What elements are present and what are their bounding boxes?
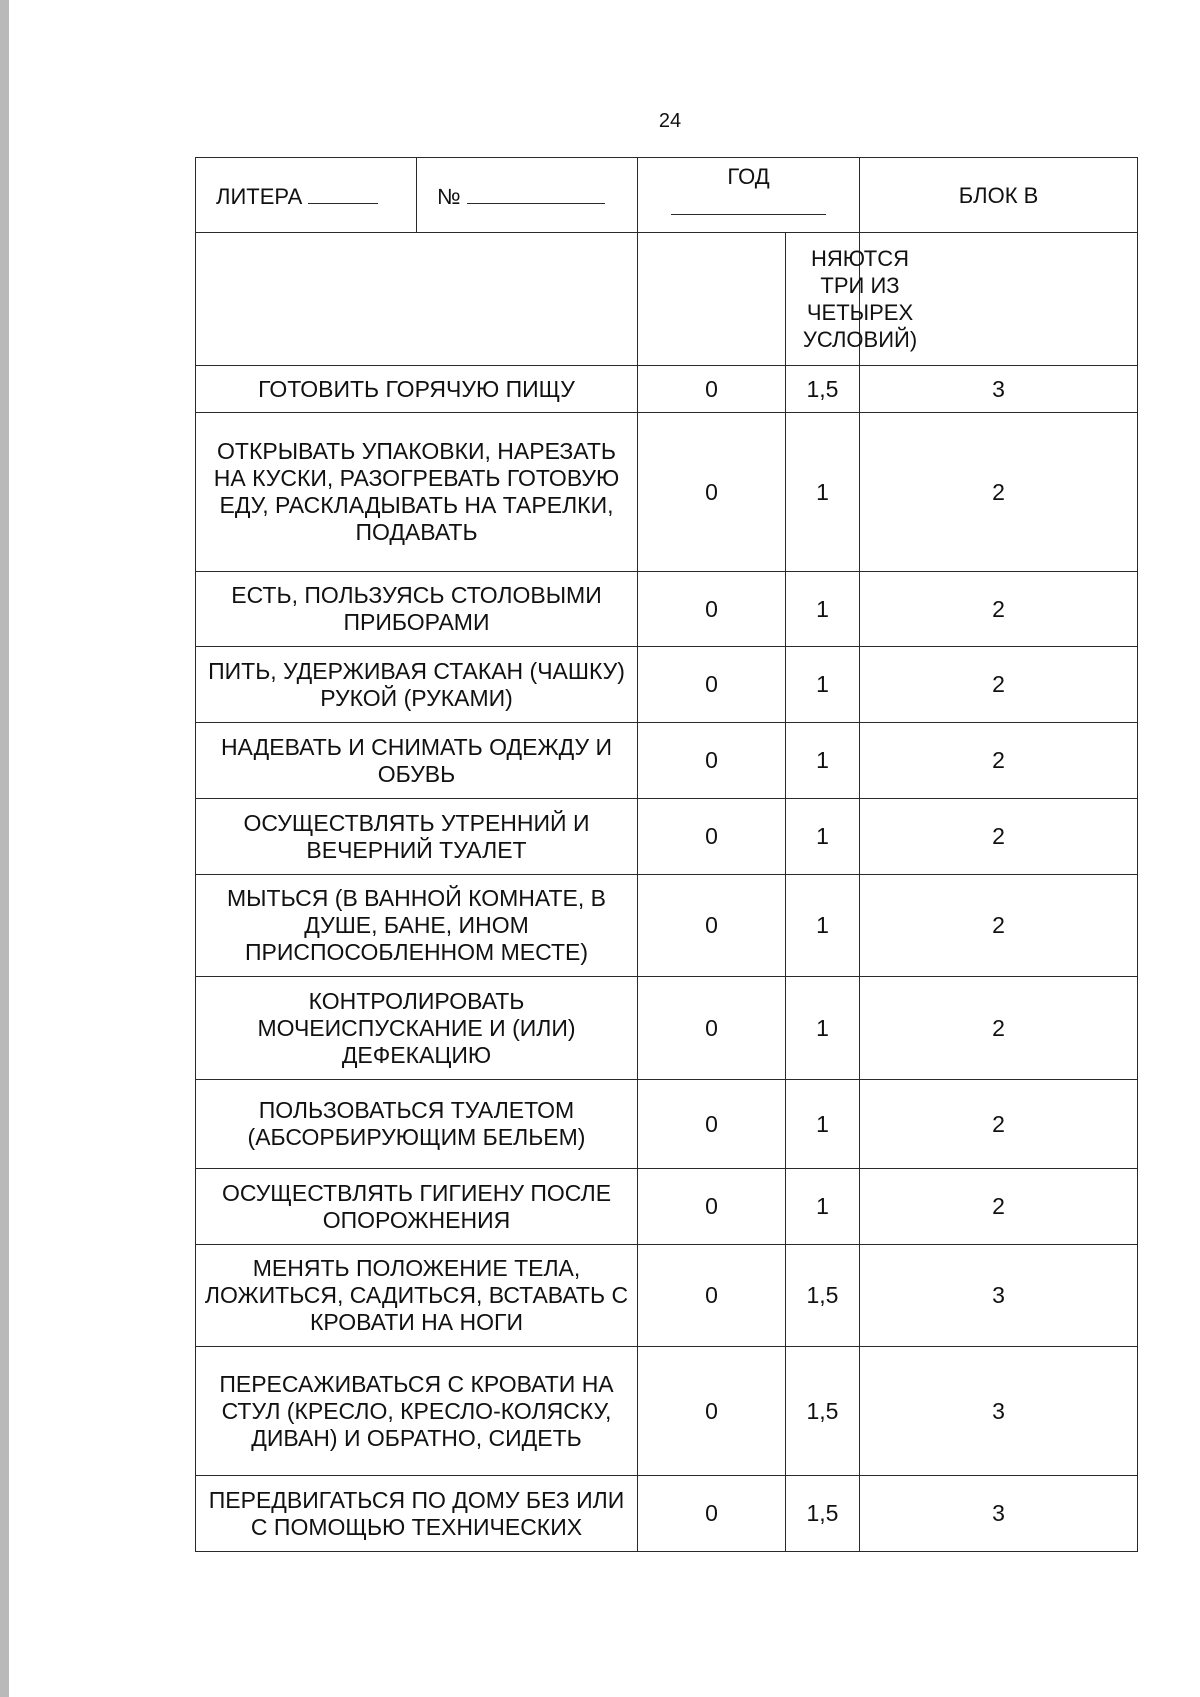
- block-cell: [860, 158, 1138, 233]
- table-row: [196, 647, 1138, 723]
- condition-score1-cell: [786, 233, 918, 366]
- year-label: ГОД: [727, 164, 770, 189]
- activity-cell: ЕСТЬ, ПОЛЬЗУЯСЬ СТОЛОВЫМИ ПРИБОРАМИ: [196, 572, 638, 647]
- score-2-cell: 2: [860, 723, 1138, 799]
- score-2-cell: 2: [860, 413, 1138, 572]
- score-1-cell: 1: [786, 875, 860, 977]
- table-row: [196, 1245, 1138, 1347]
- table-row: [196, 1169, 1138, 1245]
- score-0-cell: 0: [638, 366, 786, 413]
- score-0-cell: 0: [638, 1476, 786, 1552]
- score-2-cell: 3: [860, 366, 1138, 413]
- score-0-cell: 0: [638, 1169, 786, 1245]
- activity-cell: ПЕРЕДВИГАТЬСЯ ПО ДОМУ БЕЗ ИЛИ С ПОМОЩЬЮ ТЕХНИЧЕСКИХ: [196, 1476, 638, 1552]
- score-2-cell: 2: [860, 1169, 1138, 1245]
- score-2-cell: 2: [860, 1080, 1138, 1169]
- assessment-table: [195, 157, 1138, 1552]
- score-0-cell: 0: [638, 413, 786, 572]
- activity-cell: КОНТРОЛИРОВАТЬ МОЧЕИСПУСКАНИЕ И (ИЛИ) ДЕФЕКАЦИЮ: [196, 977, 638, 1080]
- score-1-cell: 1,5: [786, 1476, 860, 1552]
- litera-label: ЛИТЕРА: [216, 183, 303, 209]
- score-2-cell: 2: [860, 647, 1138, 723]
- activity-cell: МЕНЯТЬ ПОЛОЖЕНИЕ ТЕЛА, ЛОЖИТЬСЯ, САДИТЬСЯ, ВСТАВАТЬ С КРОВАТИ НА НОГИ: [196, 1245, 638, 1347]
- activity-cell: МЫТЬСЯ (В ВАННОЙ КОМНАТЕ, В ДУШЕ, БАНЕ, ИНОМ ПРИСПОСОБЛЕННОМ МЕСТЕ): [196, 875, 638, 977]
- activity-cell: ГОТОВИТЬ ГОРЯЧУЮ ПИЩУ: [196, 366, 638, 413]
- score-2-cell: 2: [860, 799, 1138, 875]
- table-row: [196, 366, 1138, 413]
- number-cell: [417, 158, 638, 233]
- score-1-cell: 1: [786, 799, 860, 875]
- year-cell: [638, 158, 860, 233]
- activity-cell: ПОЛЬЗОВАТЬСЯ ТУАЛЕТОМ (АБСОРБИРУЮЩИМ БЕЛЬЕМ): [196, 1080, 638, 1169]
- score-0-cell: 0: [638, 977, 786, 1080]
- activity-cell: ПЕРЕСАЖИВАТЬСЯ С КРОВАТИ НА СТУЛ (КРЕСЛО, КРЕСЛО-КОЛЯСКУ, ДИВАН) И ОБРАТНО, СИДЕТЬ: [196, 1347, 638, 1476]
- number-blank: [467, 181, 605, 204]
- litera-blank: [308, 181, 378, 204]
- block-label: БЛОК В: [958, 182, 1039, 208]
- activity-cell: НАДЕВАТЬ И СНИМАТЬ ОДЕЖДУ И ОБУВЬ: [196, 723, 638, 799]
- score-1-cell: 1,5: [786, 366, 860, 413]
- score-1-cell: 1: [786, 572, 860, 647]
- scan-edge: [0, 0, 9, 1697]
- score-1-cell: 1: [786, 413, 860, 572]
- table-row: [196, 572, 1138, 647]
- score-2-cell: 2: [860, 977, 1138, 1080]
- number-label: №: [437, 183, 461, 209]
- score-0-cell: 0: [638, 1347, 786, 1476]
- score-1-cell: 1,5: [786, 1245, 860, 1347]
- score-2-cell: 3: [860, 1347, 1138, 1476]
- header-row: [196, 158, 1138, 233]
- table-row: [196, 799, 1138, 875]
- score-1-cell: 1: [786, 977, 860, 1080]
- table-row: [196, 413, 1138, 572]
- table-row: [196, 977, 1138, 1080]
- score-1-cell: 1: [786, 647, 860, 723]
- activity-cell: ОСУЩЕСТВЛЯТЬ УТРЕННИЙ И ВЕЧЕРНИЙ ТУАЛЕТ: [196, 799, 638, 875]
- condition-empty-cell: [196, 233, 638, 366]
- table-row: [196, 1476, 1138, 1552]
- table-row: [196, 1080, 1138, 1169]
- score-0-cell: 0: [638, 572, 786, 647]
- litera-cell: [196, 158, 417, 233]
- score-1-cell: 1: [786, 723, 860, 799]
- table-row: [196, 875, 1138, 977]
- score-2-cell: 2: [860, 875, 1138, 977]
- score-2-cell: 3: [860, 1476, 1138, 1552]
- score-0-cell: 0: [638, 1080, 786, 1169]
- page-number: 24: [658, 110, 682, 132]
- activity-cell: ОСУЩЕСТВЛЯТЬ ГИГИЕНУ ПОСЛЕ ОПОРОЖНЕНИЯ: [196, 1169, 638, 1245]
- score-1-cell: 1: [786, 1169, 860, 1245]
- activity-cell: ПИТЬ, УДЕРЖИВАЯ СТАКАН (ЧАШКУ) РУКОЙ (РУКАМИ): [196, 647, 638, 723]
- score-1-cell: 1: [786, 1080, 860, 1169]
- table-row: [196, 723, 1138, 799]
- condition-score0-cell: [638, 233, 786, 366]
- table-row: [196, 1347, 1138, 1476]
- score-0-cell: 0: [638, 647, 786, 723]
- condition-row: [196, 233, 1138, 366]
- year-blank: [671, 192, 826, 215]
- score-0-cell: 0: [638, 875, 786, 977]
- score-1-cell: 1,5: [786, 1347, 860, 1476]
- score-2-cell: 3: [860, 1245, 1138, 1347]
- condition-note: НЯЮТСЯ ТРИ ИЗ ЧЕТЫРЕХ УСЛОВИЙ): [802, 246, 918, 352]
- score-0-cell: 0: [638, 723, 786, 799]
- score-0-cell: 0: [638, 1245, 786, 1347]
- score-0-cell: 0: [638, 799, 786, 875]
- activity-cell: ОТКРЫВАТЬ УПАКОВКИ, НАРЕЗАТЬ НА КУСКИ, РАЗОГРЕВАТЬ ГОТОВУЮ ЕДУ, РАСКЛАДЫВАТЬ НА ТАРЕЛКИ, ПОДАВАТЬ: [196, 413, 638, 572]
- score-2-cell: 2: [860, 572, 1138, 647]
